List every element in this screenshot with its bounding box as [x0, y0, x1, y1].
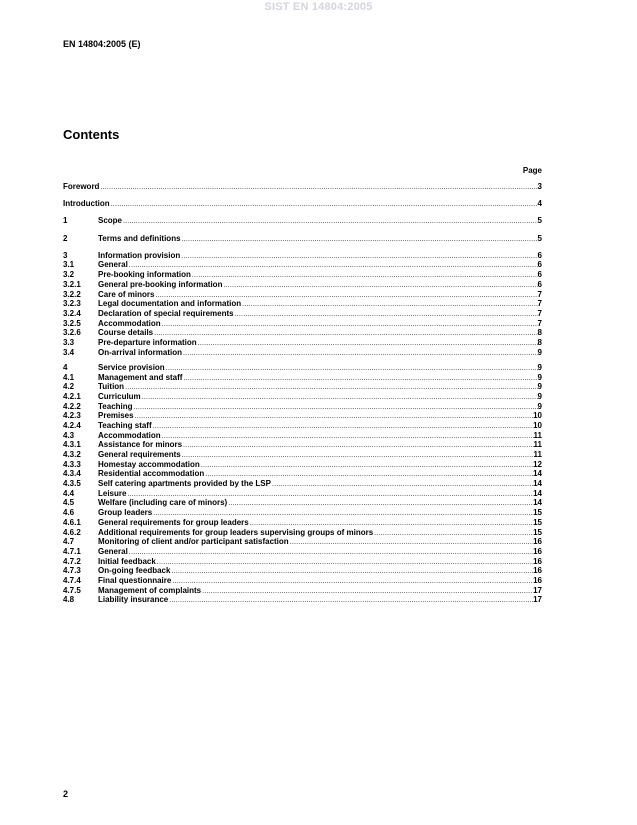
toc-leader-dots	[222, 281, 537, 291]
toc-entry-page: 5	[537, 233, 542, 243]
toc-entry-number: 4	[63, 362, 68, 372]
toc-entry-title: Terms and definitions	[98, 233, 181, 243]
toc-entry-number: 4.3.1	[63, 440, 81, 450]
toc-entry-page: 9	[537, 372, 542, 382]
toc-entry-page: 16	[533, 575, 542, 585]
toc-entry-page: 3	[537, 182, 542, 191]
toc-leader-dots	[168, 596, 533, 606]
toc-entry-page: 9	[537, 401, 542, 411]
toc-entry-title: Pre-departure information	[98, 337, 197, 347]
toc-entry[interactable]	[63, 299, 542, 309]
toc-entry-title: Care of minors	[98, 289, 155, 299]
watermark: SIST EN 14804:2005	[264, 1, 373, 13]
page-number: 2	[63, 789, 69, 799]
page-column-label: Page	[522, 166, 542, 175]
toc-entry-title: General	[98, 260, 128, 270]
toc-entry-title: Accommodation	[98, 430, 161, 440]
contents-heading: Contents	[63, 127, 120, 142]
toc-leader-dots	[182, 374, 537, 384]
toc-entry-title: Residential accommodation	[98, 469, 205, 479]
toc-leader-dots	[122, 217, 538, 227]
toc-entry-number: 3.3	[63, 337, 75, 347]
toc-leader-dots	[110, 200, 538, 210]
toc-entry-title: Self catering apartments provided by the LSP	[98, 479, 271, 489]
toc-entry-title: Final questionnaire	[98, 575, 172, 585]
toc-entry[interactable]	[63, 431, 542, 441]
toc-entry-title: Homestay accommodation	[98, 459, 200, 469]
toc-entry-number: 3.2.4	[63, 308, 81, 318]
toc-entry[interactable]	[63, 216, 542, 226]
toc-entry-page: 16	[533, 566, 542, 576]
toc-entry[interactable]	[63, 479, 542, 489]
toc-entry-number: 4.6	[63, 508, 75, 518]
toc-entry[interactable]	[63, 450, 542, 460]
toc-entry-number: 4.2	[63, 382, 75, 392]
toc-entry-title: Curriculum	[98, 391, 141, 401]
toc-entry-page: 16	[533, 546, 542, 556]
toc-entry-number: 4.6.2	[63, 527, 81, 537]
toc-entry[interactable]	[63, 440, 542, 450]
toc-entry-title: Pre-booking information	[98, 270, 191, 280]
toc-leader-dots	[124, 383, 537, 393]
toc-entry-number: 4.3.3	[63, 459, 81, 469]
toc-entry-number: 3	[63, 250, 68, 260]
toc-entry[interactable]	[63, 489, 542, 499]
toc-entry[interactable]	[63, 518, 542, 528]
toc-entry-title: Course details	[98, 328, 154, 338]
toc-entry-number: 2	[63, 233, 68, 243]
toc-entry-number: 4.3	[63, 430, 75, 440]
toc-entry-page: 5	[537, 216, 542, 226]
toc-entry-number: 4.2.4	[63, 420, 81, 430]
toc-entry[interactable]	[63, 469, 542, 479]
toc-entry-number: 4.4	[63, 488, 75, 498]
toc-entry-page: 11	[533, 440, 542, 450]
toc-entry[interactable]	[63, 270, 542, 280]
toc-entry[interactable]	[63, 392, 542, 402]
toc-leader-dots	[153, 329, 537, 339]
toc-entry[interactable]	[63, 182, 542, 192]
toc-entry-title: Monitoring of client and/or participant satisfaction	[98, 537, 289, 547]
toc-entry[interactable]	[63, 528, 542, 538]
toc-leader-dots	[128, 548, 533, 558]
toc-entry-number: 4.8	[63, 595, 75, 605]
toc-entry-page: 15	[533, 527, 542, 537]
toc-entry[interactable]	[63, 460, 542, 470]
toc-leader-dots	[227, 499, 533, 509]
toc-entry-number: 3.4	[63, 347, 75, 357]
toc-entry-number: 4.3.2	[63, 450, 81, 459]
toc-entry-number: 3.2.2	[63, 289, 81, 299]
document-header: EN 14804:2005 (E)	[63, 39, 141, 49]
toc-entry-page: 6	[537, 250, 542, 260]
toc-entry-title: Assistance for minors	[98, 440, 183, 450]
toc-entry-number: 4.3.4	[63, 469, 81, 479]
toc-entry-title: Group leaders	[98, 508, 153, 518]
toc-entry-page: 8	[537, 337, 542, 347]
toc-entry[interactable]	[63, 576, 542, 586]
toc-leader-dots	[165, 364, 538, 374]
toc-leader-dots	[271, 480, 533, 490]
toc-entry-page: 16	[533, 537, 542, 547]
toc-entry-title: On-arrival information	[98, 347, 183, 357]
toc-entry[interactable]	[63, 234, 542, 244]
toc-leader-dots	[134, 412, 534, 422]
toc-entry-title: Introduction	[63, 199, 110, 209]
toc-entry-page: 12	[533, 459, 542, 469]
toc-entry[interactable]	[63, 508, 542, 518]
toc-entry-title: Information provision	[98, 250, 181, 260]
toc-entry-title: Tuition	[98, 382, 125, 392]
toc-entry-page: 9	[537, 391, 542, 401]
toc-entry-number: 4.7.4	[63, 575, 81, 585]
toc-entry[interactable]	[63, 566, 542, 576]
toc-entry-number: 4.7.2	[63, 556, 81, 566]
toc-entry[interactable]	[63, 402, 542, 412]
toc-leader-dots	[289, 538, 533, 548]
toc-leader-dots	[141, 393, 538, 403]
toc-entry-title: Scope	[98, 216, 123, 226]
toc-leader-dots	[171, 577, 533, 587]
toc-entry-title: General requirements for group leaders	[98, 517, 249, 527]
toc-entry-page: 9	[537, 347, 542, 357]
toc-entry-page: 14	[533, 469, 542, 479]
toc-entry-page: 4	[537, 199, 542, 209]
toc-entry[interactable]	[63, 199, 542, 209]
toc-entry-number: 4.7.1	[63, 546, 81, 556]
toc-leader-dots	[234, 310, 538, 320]
toc-entry-title: Management of complaints	[98, 585, 202, 595]
toc-entry[interactable]	[63, 363, 542, 373]
toc-entry-page: 6	[537, 279, 542, 289]
toc-entry[interactable]	[63, 338, 542, 348]
toc-entry-page: 17	[533, 585, 542, 595]
toc-entry-number: 3.2.6	[63, 328, 81, 338]
toc-entry-page: 10	[533, 420, 542, 430]
toc-entry-page: 7	[537, 318, 542, 328]
toc-entry[interactable]	[63, 290, 542, 300]
toc-entry-page: 6	[537, 270, 542, 280]
toc-entry-number: 1	[63, 216, 68, 226]
toc-entry-page: 8	[537, 328, 542, 338]
toc-entry-title: Initial feedback	[98, 556, 156, 566]
toc-entry-title: Additional requirements for group leaders supervising groups of minors	[98, 527, 374, 537]
toc-entry-page: 9	[537, 362, 542, 372]
toc-entry-page: 15	[533, 517, 542, 527]
toc-entry[interactable]	[63, 373, 542, 383]
toc-entry-title: Teaching staff	[98, 420, 152, 430]
toc-leader-dots	[156, 558, 533, 568]
toc-entry-title: Accommodation	[98, 318, 161, 328]
toc-entry[interactable]	[63, 498, 542, 508]
toc-entry-number: 3.2.1	[63, 279, 81, 289]
toc-entry-page: 6	[537, 260, 542, 270]
toc-leader-dots	[182, 441, 534, 451]
toc-entry-number: 4.7.5	[63, 585, 81, 595]
toc-entry-page: 14	[533, 498, 542, 508]
toc-entry-title: Declaration of special requirements	[98, 308, 234, 318]
toc-leader-dots	[161, 432, 534, 442]
toc-entry-title: On-going feedback	[98, 566, 171, 576]
toc-entry-title: Liability insurance	[98, 595, 169, 605]
toc-entry-title: Welfare (including care of minors)	[98, 498, 228, 508]
toc-entry-title: General pre-booking information	[98, 279, 223, 289]
toc-entry-title: Foreword	[63, 182, 100, 191]
toc-leader-dots	[200, 461, 533, 471]
toc-entry-page: 7	[537, 289, 542, 299]
toc-entry-number: 4.7	[63, 537, 75, 547]
toc-entry[interactable]	[63, 547, 542, 557]
toc-entry-title: General	[98, 546, 128, 556]
toc-entry-title: Service provision	[98, 362, 165, 372]
toc-entry-page: 16	[533, 556, 542, 566]
toc-entry-title: Teaching	[98, 401, 133, 411]
toc-entry[interactable]	[63, 421, 542, 431]
toc-entry-number: 4.3.5	[63, 479, 81, 489]
toc-entry[interactable]	[63, 586, 542, 596]
toc-leader-dots	[161, 320, 538, 330]
toc-entry-page: 7	[537, 308, 542, 318]
toc-entry-page: 14	[533, 479, 542, 489]
toc-entry-title: Leisure	[98, 488, 127, 498]
toc-entry[interactable]	[63, 280, 542, 290]
toc-leader-dots	[201, 587, 533, 597]
toc-entry-page: 15	[533, 508, 542, 518]
toc-leader-dots	[197, 339, 538, 349]
table-of-contents	[63, 182, 542, 605]
toc-entry[interactable]	[63, 251, 542, 261]
toc-entry-number: 4.2.1	[63, 391, 81, 401]
toc-entry-page: 9	[537, 382, 542, 392]
toc-entry-number: 3.1	[63, 260, 75, 270]
toc-entry-title: Premises	[98, 411, 134, 421]
toc-entry-page: 11	[533, 430, 542, 440]
toc-entry[interactable]	[63, 382, 542, 392]
toc-entry[interactable]	[63, 309, 542, 319]
toc-entry[interactable]	[63, 328, 542, 338]
toc-leader-dots	[373, 529, 533, 539]
toc-entry[interactable]	[63, 557, 542, 567]
toc-entry-title: General requirements	[98, 450, 181, 459]
toc-leader-dots	[191, 271, 538, 281]
toc-entry-number: 3.2.3	[63, 299, 81, 309]
toc-entry-number: 4.6.1	[63, 517, 81, 527]
toc-leader-dots	[133, 403, 538, 413]
toc-entry-title: Management and staff	[98, 372, 183, 382]
toc-entry[interactable]	[63, 260, 542, 270]
toc-entry-title: Legal documentation and information	[98, 299, 242, 309]
toc-entry-number: 4.7.3	[63, 566, 81, 576]
toc-leader-dots	[99, 183, 537, 193]
toc-entry[interactable]	[63, 537, 542, 547]
toc-entry-number: 3.2	[63, 270, 75, 280]
toc-entry-page: 7	[537, 299, 542, 309]
toc-entry-number: 4.2.3	[63, 411, 81, 421]
toc-leader-dots	[170, 567, 533, 577]
toc-entry[interactable]	[63, 348, 542, 358]
toc-leader-dots	[152, 422, 533, 432]
toc-entry-number: 4.1	[63, 372, 75, 382]
toc-leader-dots	[181, 235, 538, 245]
toc-entry-number: 4.5	[63, 498, 75, 508]
toc-leader-dots	[181, 451, 534, 461]
toc-entry[interactable]	[63, 595, 542, 605]
toc-entry-page: 10	[533, 411, 542, 421]
toc-leader-dots	[182, 349, 538, 359]
toc-leader-dots	[241, 300, 537, 310]
toc-entry-page: 14	[533, 488, 542, 498]
toc-entry[interactable]	[63, 411, 542, 421]
toc-entry-number: 3.2.5	[63, 318, 81, 328]
toc-entry-number: 4.2.2	[63, 401, 81, 411]
toc-entry[interactable]	[63, 319, 542, 329]
toc-entry-page: 17	[533, 595, 542, 605]
toc-entry-page: 11	[533, 450, 542, 459]
toc-leader-dots	[180, 252, 537, 262]
